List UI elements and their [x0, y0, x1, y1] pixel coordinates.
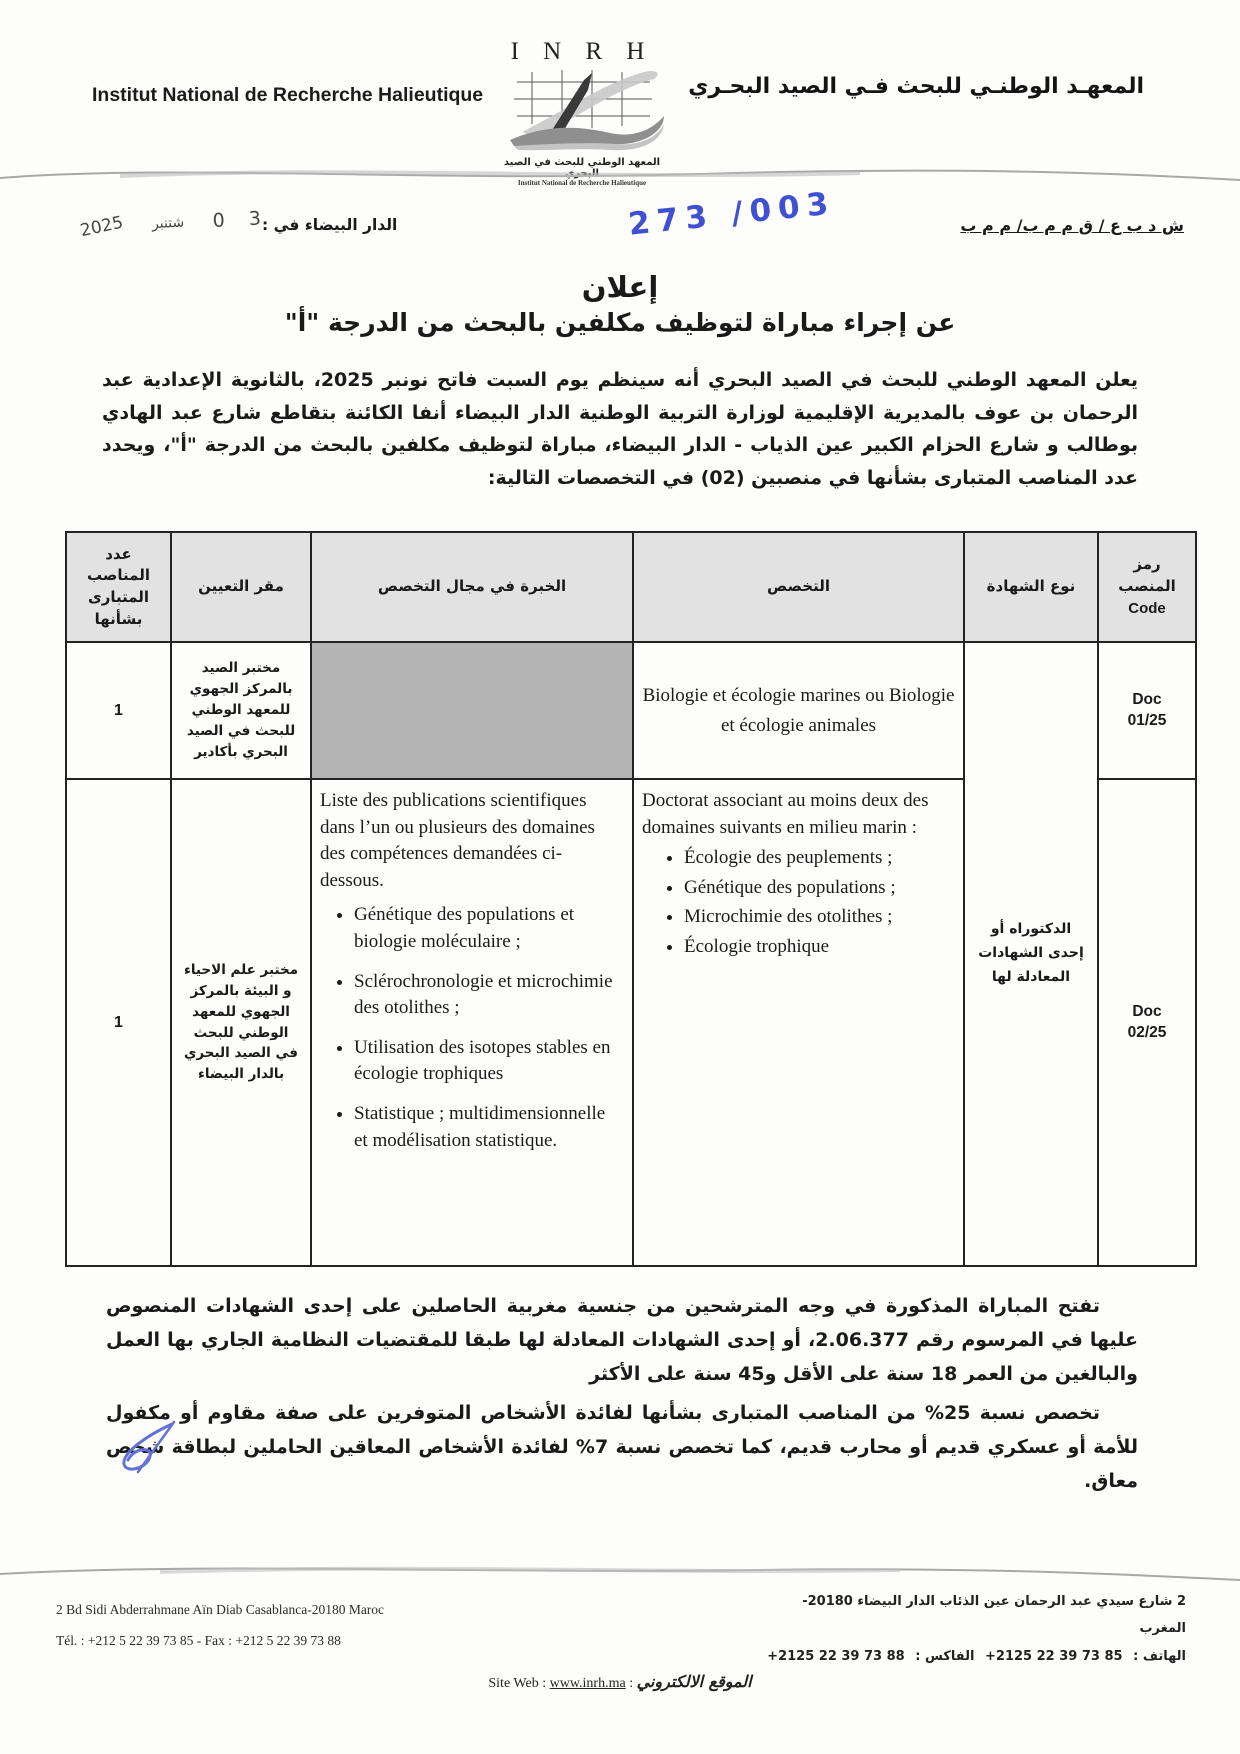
header-divider-wave — [0, 156, 1240, 190]
intro-paragraph: يعلن المعهد الوطني للبحث في الصيد البحري أنه سينظم يوم السبت فاتح نونبر 2025، بالثانوية الإعدادية عبد الرحمان بن عوف بالمديرية الإقليمية لوزارة التربية الوطنية الدار البيضاء أنفا الكائنة بتقاطع شارع عبد الهادي بوطالب و شارع الحزام الكبير عين الذياب - الدار البيضاء، مباراة لتوظيف مكلفين بالبحث من الدرجة "أ"، ويحدد عدد المناصب المتبارى بشأنها في منصبين (02) في التخصصات التالية: — [102, 369, 1138, 490]
reference-code: ش د ب ع / ق م م ب/ م م ب — [960, 216, 1184, 235]
location-cell: مختبر الصيد بالمركز الجهوي للمعهد الوطني للبحث في الصيد البحري بأكادير — [171, 642, 311, 779]
website-url: www.inrh.ma — [549, 1676, 626, 1691]
degree-merged-cell: الدكتوراه أو إحدى الشهادات المعادلة لها — [964, 642, 1098, 1266]
list-item: • Statistique ; multidimensionnelle et modélisation statistique. — [354, 1101, 618, 1154]
count-cell: 1 — [66, 642, 171, 779]
website-line — [0, 1672, 1240, 1692]
phone-number: +2125 22 39 73 85 — [985, 1648, 1123, 1664]
note-paragraph: تفتح المباراة المذكورة في وجه المترشحين من جنسية مغربية الحاصلين على إحدى الشهادات المنصوص عليها في المرسوم رقم 2.06.377، أو إحدى الشهادات المعادلة لها طبقا للمقتضيات النظامية الجاري بها العمل والبالغين من العمر 18 سنة على الأقل و45 سنة على الأكثر — [106, 1295, 1138, 1385]
table-row — [66, 642, 1196, 779]
footer-address-fr — [56, 1594, 384, 1656]
col-header-experience: الخبرة في مجال التخصص — [311, 532, 633, 642]
col-header-count: عدد المناصب المتبارى بشأنها — [66, 532, 171, 642]
specialty-cell: Doctorat associant au moins deux des domaines suivants en milieu marin : • Écologie des peuplements ; • Génétique des populations ; • Microchimie des otolithes ; • Écologie trophique — [633, 779, 964, 1266]
list-item: • Microchimie des otolithes ; — [684, 904, 955, 931]
positions-table — [65, 531, 1195, 1267]
col-header-code: رمز المنصب Code — [1098, 532, 1196, 642]
site-separator: : — [629, 1676, 634, 1691]
footer-address-ar — [756, 1588, 1186, 1670]
fish-wave-logo-icon — [492, 66, 672, 152]
specialty-bullet-list — [642, 845, 955, 960]
count-cell: 1 — [66, 779, 171, 1266]
logo-caption-fr: Institut National de Recherche Halieutique — [517, 179, 647, 187]
footer-phone-line: الهاتف : +2125 22 39 73 85 الفاكس : +2125 22 39 73 88 — [756, 1643, 1186, 1670]
list-item: • Utilisation des isotopes stables en écologie trophiques — [354, 1035, 618, 1088]
list-item: • Génétique des populations ; — [684, 875, 955, 902]
position-code: Doc 02/25 — [1098, 779, 1196, 1266]
logo-caption-ar: المعهد الوطني للبحث في الصيد البحري — [503, 157, 661, 179]
place-date-label: الدار البيضاء في : — [262, 216, 398, 234]
stamp-month: شتنبر — [151, 214, 185, 233]
footer-divider-wave — [0, 1550, 1240, 1584]
stamp-year: 2025 — [78, 212, 125, 242]
specialty-cell: Biologie et écologie marines ou Biologie et écologie animales — [633, 642, 964, 779]
footer-address-line: 2 شارع سيدي عبد الرحمان عين الذئاب الدار البيضاء 20180- المغرب — [802, 1594, 1186, 1637]
col-header-specialty: التخصص — [633, 532, 964, 642]
list-item: • Écologie des peuplements ; — [684, 845, 955, 872]
handwritten-number: 273 /003 — [626, 185, 837, 243]
experience-bullet-list — [320, 902, 624, 1154]
footer-phone-line: Tél. : +212 5 22 39 73 85 - Fax : +212 5 22 39 73 88 — [56, 1633, 341, 1649]
page-subtitle: عن إجراء مباراة لتوظيف مكلفين بالبحث من الدرجة "أ" — [284, 308, 956, 337]
page-title: إعلان — [581, 270, 659, 304]
logo-acronym: I N R H — [510, 38, 654, 65]
list-item: • Sclérochronologie et microchimie des otolithes ; — [354, 969, 618, 1022]
col-header-degree: نوع الشهادة — [964, 532, 1098, 642]
date-stamp — [78, 207, 271, 242]
position-code: Doc 01/25 — [1098, 642, 1196, 779]
institute-name-ar: المعهـد الوطنـي للبحث فـي الصيد البحـري — [688, 74, 1144, 99]
table-header-row — [66, 532, 1196, 642]
col-header-location: مقر التعيين — [171, 532, 311, 642]
institute-name-fr: Institut National de Recherche Halieutique — [92, 84, 484, 106]
fax-number: +2125 22 39 73 88 — [767, 1648, 905, 1664]
list-item: • Écologie trophique — [684, 934, 955, 961]
site-label-fr: Site Web : — [488, 1676, 547, 1691]
eligibility-notes — [106, 1290, 1138, 1505]
experience-cell: Liste des publications scientifiques dans l’un ou plusieurs des domaines des compétences demandées ci-dessous. • Génétique des populations et biologie moléculaire ; • Sclérochronologie et microchimie des otolithes ; • Utilisation des isotopes stables en écologie trophiques • Statistique ; multidimensionnelle et modélisation statistique. — [311, 779, 633, 1266]
site-label-ar: الموقع الالكتروني — [636, 1672, 752, 1691]
note-paragraph: تخصص نسبة 25% من المناصب المتبارى بشأنها لفائدة الأشخاص المتوفرين على صفة مقاوم أو مكفول للأمة أو عسكري قديم أو محارب قديم، كما تخصص نسبة 7% لفائدة الأشخاص المعاقين الحاملين لبطاقة شخص معاق. — [106, 1402, 1138, 1493]
experience-cell-shaded — [311, 642, 633, 779]
handwritten-initials-mark — [110, 1418, 180, 1480]
stamp-day: 3 0 — [212, 207, 271, 233]
list-item: • Génétique des populations et biologie moléculaire ; — [354, 902, 618, 955]
location-cell: مختبر علم الاحياء و البيئة بالمركز الجهوي للمعهد الوطني للبحث في الصيد البحري بالدار البيضاء — [171, 779, 311, 1266]
footer-address-line: 2 Bd Sidi Abderrahmane Aïn Diab Casablanca-20180 Maroc — [56, 1602, 385, 1617]
